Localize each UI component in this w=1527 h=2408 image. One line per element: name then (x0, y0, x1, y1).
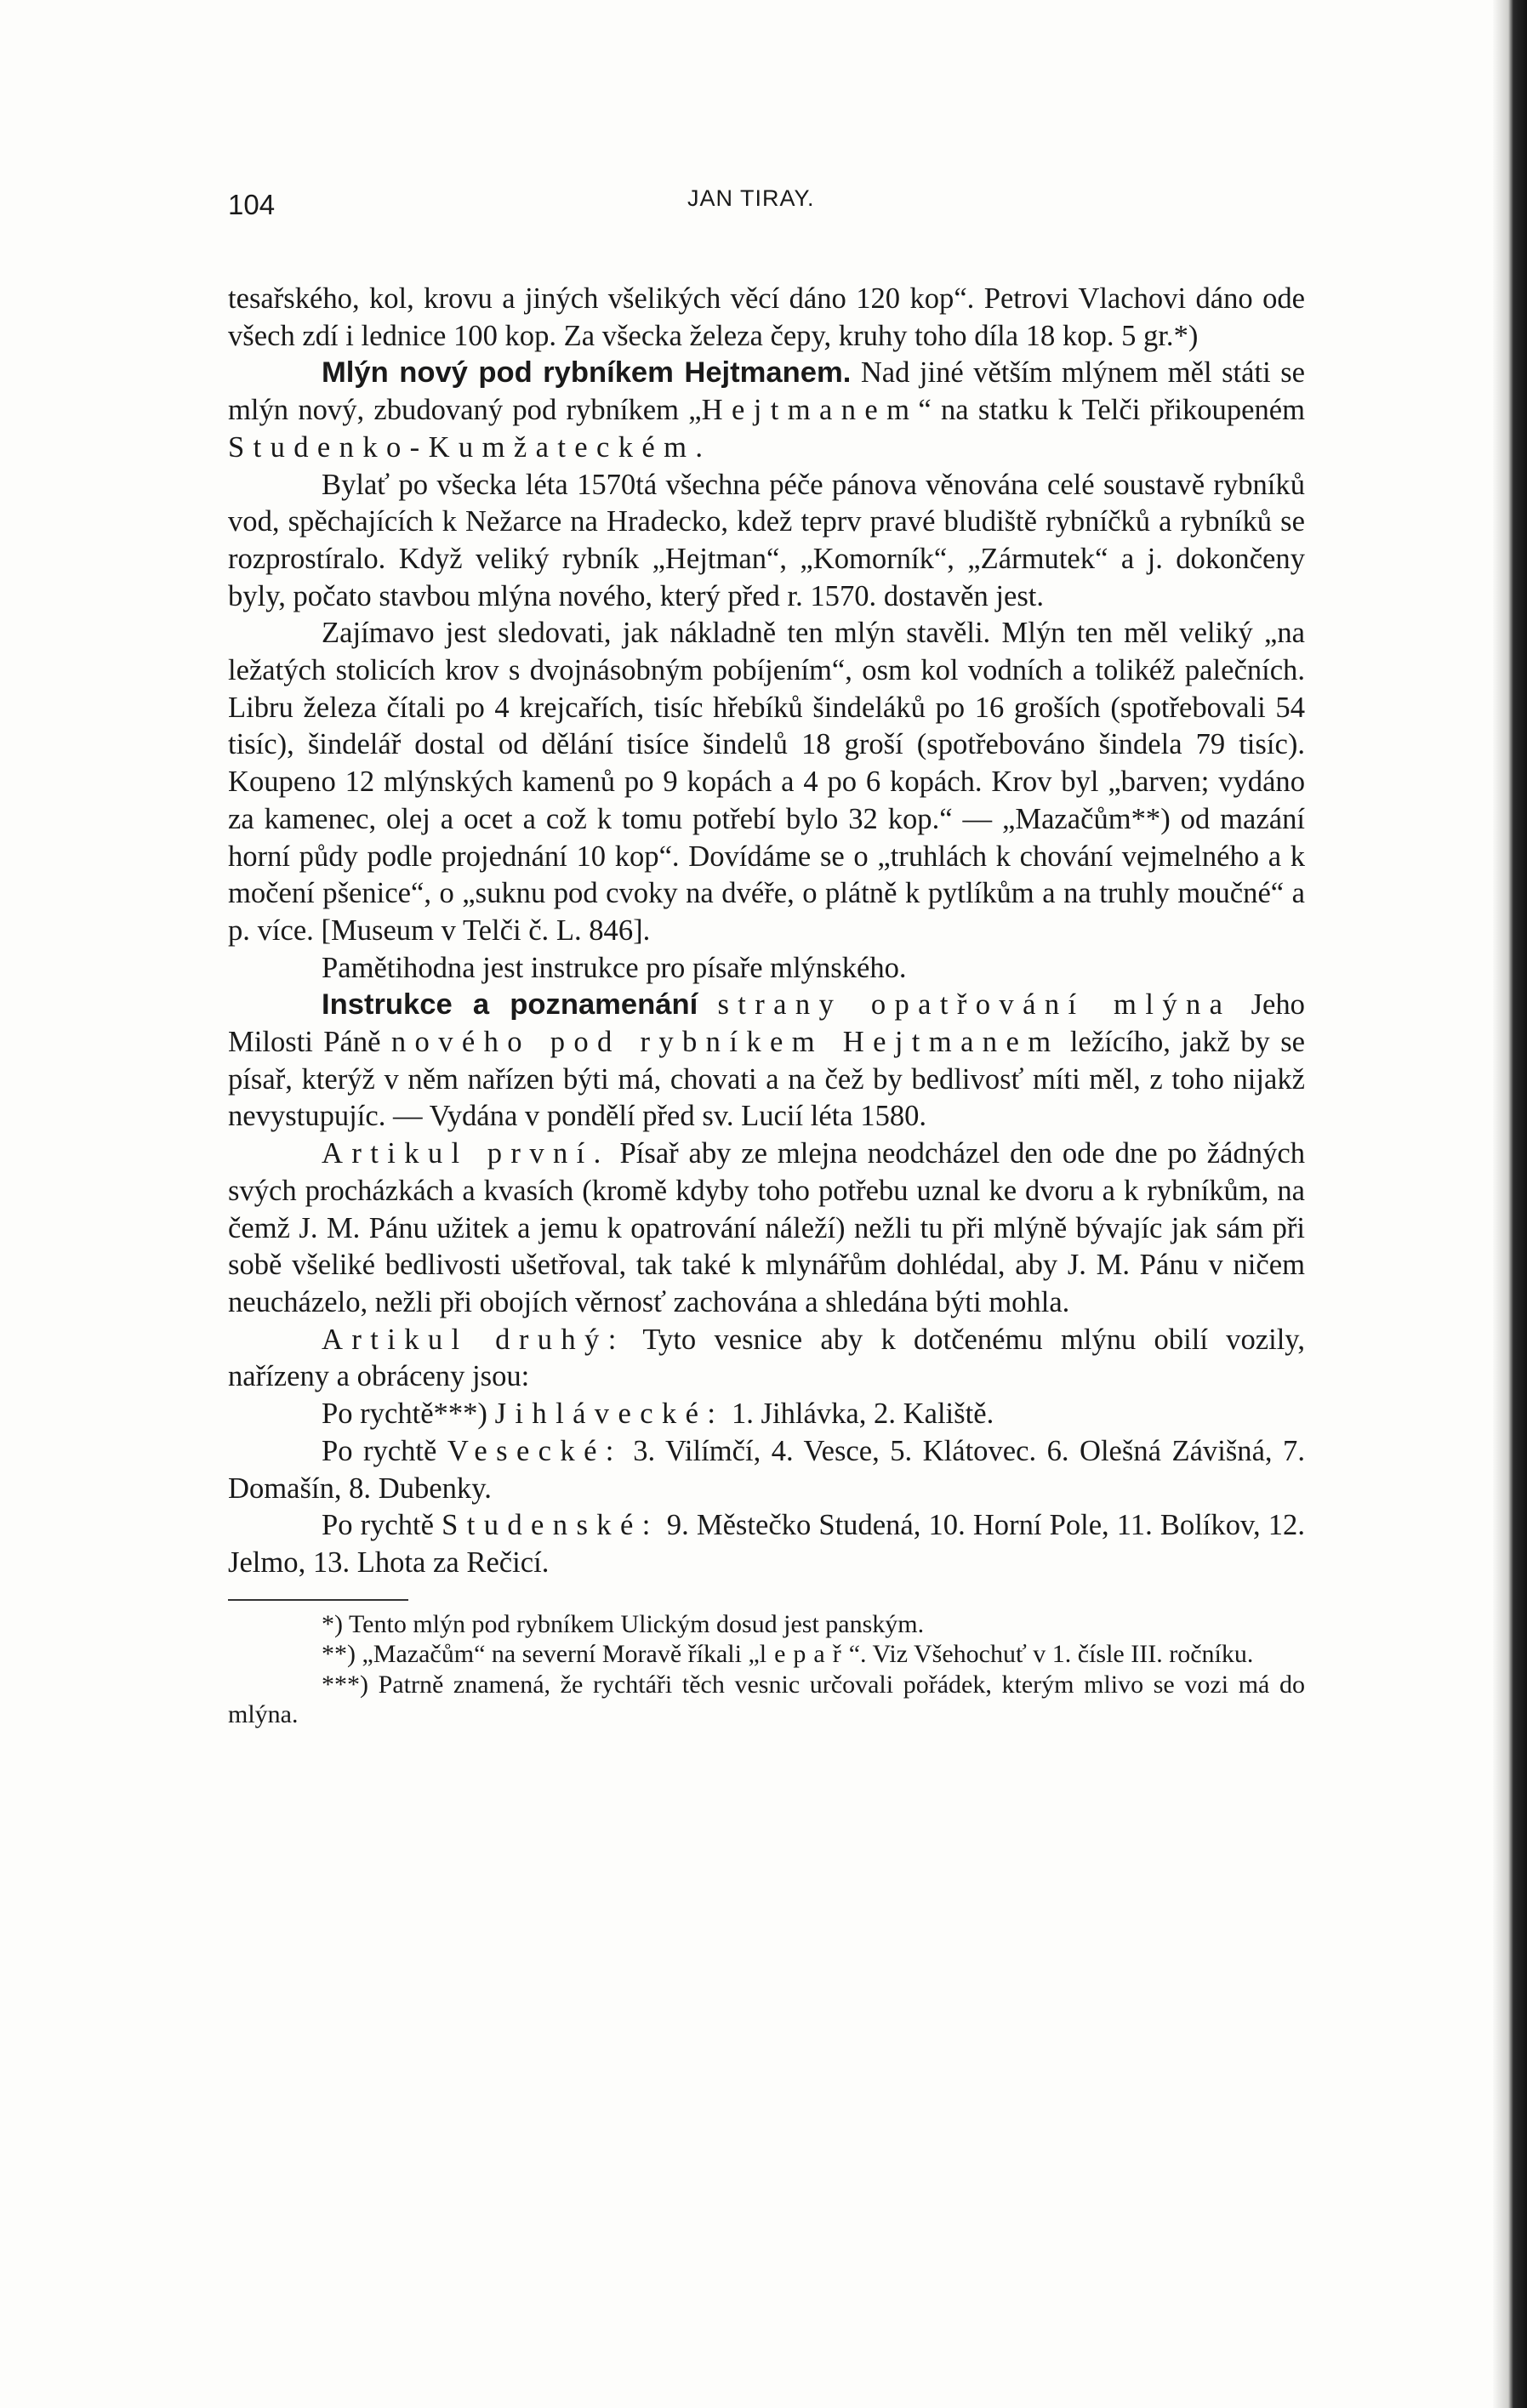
running-title: JAN TIRAY. (687, 185, 815, 211)
page-edge-shadow (1493, 0, 1527, 2408)
spaced-text: nového pod rybníkem Hejtmanem (390, 1026, 1060, 1059)
section-heading: Mlýn nový pod rybníkem Hejtmanem. (322, 356, 852, 390)
footnote: **) „Mazačům“ na severní Moravě říkali „lepař“. Viz Všehochuť v 1. čísle III. ročníku. (322, 1640, 1254, 1669)
spaced-word: lepař (759, 1640, 849, 1669)
paragraph: tesařského, kol, krovu a jiných všelikých věcí dáno 120 kop“. Petrovi Vlachovi dáno ode všech zdí i lednice 100 kop. Za všecka železa čepy, kruhy toho díla 18 kop. 5 gr.*) (228, 282, 1305, 352)
running-head (228, 179, 1305, 230)
paragraph: Po rychtě***) Jihlávecké: 1. Jihlávka, 2. Kaliště. (322, 1398, 994, 1431)
paragraph: Po rychtě Vesecké: 3. Vilímčí, 4. Vesce, 5. Klátovec. 6. Olešná Závišná, 7. Domašín, 8. Dubenky. (228, 1434, 1305, 1505)
paragraph: Artikul druhý: Tyto vesnice aby k dotčenému mlýnu obilí vozily, nařízeny a obráceny jsou: (228, 1323, 1305, 1393)
footnote: ***) Patrně znamená, že rychtáři těch vesnic určovali pořádek, kterým mlivo se vozi má do mlýna. (228, 1670, 1305, 1729)
paragraph: Po rychtě Studenské: 9. Městečko Studená, 10. Horní Pole, 11. Bolíkov, 12. Jelmo, 13. Lhota za Rečicí. (228, 1509, 1305, 1579)
paragraph: Mlýn nový pod rybníkem Hejtmanem. Nad jiné větším mlýnem měl státi se mlýn nový, zbudovaný pod rybníkem „Hejtmanem“ na statku k Telči přikoupeném Studenko-Kumžateckém. (228, 356, 1306, 464)
book-page (228, 179, 1305, 1730)
spaced-name: Jihlávecké: (494, 1398, 725, 1431)
footnote: *) Tento mlýn pod rybníkem Ulickým dosud jest panským. (322, 1609, 925, 1638)
page-number: 104 (228, 189, 276, 220)
footnotes (228, 1609, 1305, 1730)
spaced-name: Hejtmanem (701, 394, 919, 427)
paragraph: Zajímavo jest sledovati, jak nákladně ten mlýn stavěli. Mlýn ten měl veliký „na ležatých stolicích krov s dvojnásobným pobíjením“, osm kol vodních a tolikéž palečních. Libru železa čítali po 4 krejcařích, tisíc hřebíků šindeláků po 16 groších (spotřebovali 54 tisíc), šindelář dostal od dělání tisíce šindelů 18 groší (spotřebováno šindela 79 tisíc). Koupeno 12 mlýnských kamenů po 9 kopách a 4 po 6 kopách. Krov byl „barven; vydáno za kamenec, olej a ocet a což k tomu potřebí bylo 32 kop.“ — „Mazačům**) od mazání horní půdy podle projednání 10 kop“. Dovídáme se o „truhlách k chování vejmelného a k močení pšenice“, o „suknu pod cvoky na dvéře, o plátně k pytlíkům a na truhly moučné“ a p. více. [Museum v Telči č. L. 846]. (228, 617, 1305, 947)
spaced-name: Studenko-Kumžateckém. (228, 430, 712, 464)
spaced-name: Vesecké: (447, 1434, 623, 1467)
paragraph: Instrukce a poznamenání strany opatřování mlýna Jeho Milosti Páně nového pod rybníkem Hejtmanem ležícího, jakž by se písař, kterýž v něm nařízen býti má, chovati a na čež by bedlivosť míti měl, z toho nijakž nevystupujíc. — Vydána v pondělí před sv. Lucií léta 1580. (228, 988, 1306, 1133)
article-label: Artikul první. (322, 1137, 610, 1170)
article-label: Artikul druhý: (322, 1323, 625, 1356)
paragraph: Pamětihodna jest instrukce pro písaře mlýnského. (322, 951, 907, 984)
paragraph: Artikul první. Písař aby ze mlejna neodcházel den ode dne po žádných svých procházkách a kvasích (kromě kdyby toho potřebu uznal ke dvoru a k rybníkům, na čemž J. M. Pánu užitek a jemu k opatrování náleží) nežli tu při mlýně bývajíc jak sám při sobě všeliké bedlivosti ušetřoval, tak také k mlynářům dohlédal, aby J. M. Pánu v ničem neucházelo, nežli při obojích věrnosť zachována a shledána býti mohla. (228, 1137, 1306, 1318)
spaced-text: strany opatřování mlýna (717, 988, 1232, 1022)
section-heading: Instrukce a poznamenání (322, 988, 698, 1022)
spaced-name: Studenské: (442, 1509, 659, 1542)
body-text (228, 281, 1305, 1582)
footnote-divider (228, 1599, 408, 1601)
paragraph: Bylať po všecka léta 1570tá všechna péče pánova věnována celé soustavě rybníků vod, spěchajících k Nežarce na Hradecko, kdež teprv pravé bludiště rybníčků a rybníků se rozprostíralo. Když veliký rybník „Hejtman“, „Komorník“, „Zármutek“ a j. dokončeny byly, počato stavbou mlýna nového, který před r. 1570. dostavěn jest. (228, 468, 1305, 612)
